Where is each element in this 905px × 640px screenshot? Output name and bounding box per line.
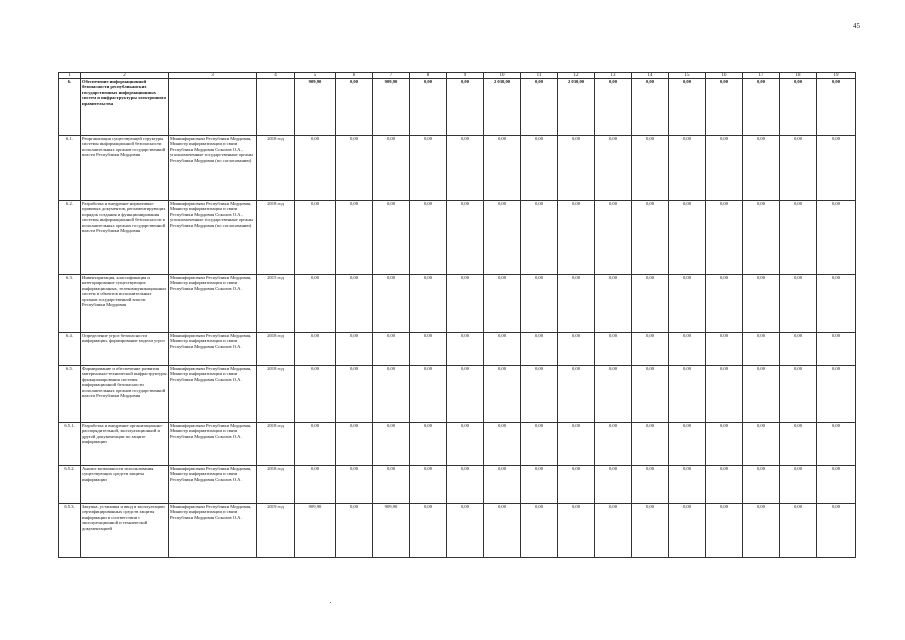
executor-cell: Мининформсвязи Республики Мордовия, Министр информатизации и связи Республики Мордовия Соколов О.А. [169, 333, 257, 366]
amount-cell: 909,90 [373, 504, 410, 558]
column-number-cell: 10 [484, 73, 521, 79]
column-number-cell: 4 [257, 73, 295, 79]
amount-cell: 0,00 [817, 466, 856, 504]
amount-cell: 0,00 [817, 136, 856, 201]
amount-cell: 0,00 [484, 466, 521, 504]
amount-cell: 0,00 [669, 275, 706, 333]
amount-cell: 0,00 [780, 275, 817, 333]
amount-cell: 0,00 [447, 423, 484, 466]
amount-cell: 0,00 [595, 466, 632, 504]
row-number-cell: 6.5.3. [59, 504, 81, 558]
activity-name-cell: Закупка, установка и ввод в эксплуатацию сертифицированных средств защиты информации в соответствии с эксплуатационной и технической документацией [81, 504, 169, 558]
amount-cell: 0,00 [295, 423, 336, 466]
row-number-cell: 6.4. [59, 333, 81, 366]
amount-cell: 0,00 [410, 366, 447, 423]
amount-cell: 0,00 [521, 333, 558, 366]
deadline-cell: 2015 год [257, 275, 295, 333]
table-row [59, 201, 856, 275]
amount-cell: 0,00 [521, 79, 558, 136]
amount-cell: 0,00 [484, 366, 521, 423]
amount-cell: 0,00 [447, 136, 484, 201]
amount-cell: 0,00 [669, 423, 706, 466]
amount-cell: 0,00 [373, 423, 410, 466]
row-number-cell: 6.2. [59, 201, 81, 275]
amount-cell: 0,00 [558, 333, 595, 366]
amount-cell: 0,00 [669, 366, 706, 423]
amount-cell: 0,00 [780, 136, 817, 201]
amount-cell: 0,00 [447, 504, 484, 558]
deadline-cell: 2018 год [257, 201, 295, 275]
amount-cell: 0,00 [706, 466, 743, 504]
amount-cell: 0,00 [336, 201, 373, 275]
amount-cell: 0,00 [558, 466, 595, 504]
executor-cell: Мининформсвязи Республики Мордовия, Министр информатизации и связи Республики Мордовия Соколов О.А. [169, 366, 257, 423]
amount-cell: 0,00 [743, 423, 780, 466]
column-number-cell: 14 [632, 73, 669, 79]
amount-cell: 0,00 [373, 275, 410, 333]
activity-name-cell: Инвентаризация, классификация и категорирование существующих информационных, телекоммуникационных систем и объектов исполнительных органов государственной власти Республики Мордовия [81, 275, 169, 333]
executor-cell: Мининформсвязи Республики Мордовия, Министр информатизации и связи Республики Мордовия Соколов О.А. [169, 423, 257, 466]
amount-cell: 0,00 [447, 79, 484, 136]
column-number-cell: 8 [410, 73, 447, 79]
column-number-cell: 7 [373, 73, 410, 79]
amount-cell: 0,00 [780, 423, 817, 466]
amount-cell: 0,00 [632, 275, 669, 333]
amount-cell: 0,00 [595, 333, 632, 366]
amount-cell: 0,00 [558, 366, 595, 423]
column-number-cell: 6 [336, 73, 373, 79]
executor-cell: Мининформсвязи Республики Мордовия, Министр информатизации и связи Республики Мордовия Соколов О.А. [169, 275, 257, 333]
amount-cell: 0,00 [295, 201, 336, 275]
amount-cell: 0,00 [780, 466, 817, 504]
column-number-cell: 1 [59, 73, 81, 79]
amount-cell: 0,00 [410, 333, 447, 366]
page-number: 45 [853, 22, 860, 30]
amount-cell: 0,00 [521, 201, 558, 275]
executor-cell: Мининформсвязи Республики Мордовия, Министр информатизации и связи Республики Мордовия Соколов О.А., уполномоченные государственные органы Республики Мордовия (по согласованию) [169, 201, 257, 275]
row-number-cell: 6.5.1. [59, 423, 81, 466]
amount-cell: 0,00 [817, 423, 856, 466]
amount-cell: 0,00 [484, 201, 521, 275]
column-number-cell: 2 [81, 73, 169, 79]
table-row [59, 423, 856, 466]
amount-cell: 0,00 [743, 79, 780, 136]
amount-cell: 0,00 [410, 466, 447, 504]
executor-cell [169, 79, 257, 136]
amount-cell: 0,00 [295, 275, 336, 333]
amount-cell: 0,00 [558, 423, 595, 466]
table-row [59, 366, 856, 423]
amount-cell: 0,00 [669, 79, 706, 136]
amount-cell: 0,00 [780, 201, 817, 275]
amount-cell: 0,00 [669, 466, 706, 504]
amount-cell: 0,00 [706, 201, 743, 275]
amount-cell: 909,90 [295, 504, 336, 558]
amount-cell: 0,00 [484, 504, 521, 558]
table-row [59, 136, 856, 201]
amount-cell: 0,00 [558, 136, 595, 201]
amount-cell: 0,00 [447, 275, 484, 333]
amount-cell: 0,00 [521, 466, 558, 504]
deadline-cell: 2019 год [257, 504, 295, 558]
amount-cell: 0,00 [817, 504, 856, 558]
table-row [59, 504, 856, 558]
activity-name-cell: Реорганизация существующей структуры системы информационной безопасности исполнительных органов государственной власти Республики Мордовия [81, 136, 169, 201]
amount-cell: 0,00 [484, 333, 521, 366]
amount-cell: 0,00 [447, 466, 484, 504]
amount-cell: 0,00 [706, 275, 743, 333]
amount-cell: 0,00 [410, 201, 447, 275]
amount-cell: 0,00 [410, 79, 447, 136]
amount-cell: 0,00 [484, 136, 521, 201]
amount-cell: 0,00 [632, 423, 669, 466]
activity-name-cell: Разработка и внедрение организационно-распорядительной, эксплуатационной и другой документации по защите информации [81, 423, 169, 466]
activity-name-cell: Формирование и обеспечение развития материально-технической инфраструктуры функционирования системы информационной безопасности исполнительных органов государственной власти Республики Мордовия [81, 366, 169, 423]
activity-name-cell: Определение угроз безопасности информации, формирование модели угроз [81, 333, 169, 366]
deadline-cell: 2018 год [257, 423, 295, 466]
amount-cell: 2 030,00 [558, 79, 595, 136]
amount-cell: 0,00 [743, 366, 780, 423]
column-number-cell: 5 [295, 73, 336, 79]
amount-cell: 0,00 [521, 366, 558, 423]
activity-name-cell: Обеспечение информационной безопасности республиканских государственных информационных систем и инфраструктуры электронного правительства [81, 79, 169, 136]
table-row [59, 275, 856, 333]
amount-cell: 0,00 [558, 201, 595, 275]
table-row [59, 333, 856, 366]
amount-cell: 0,00 [632, 333, 669, 366]
activity-name-cell: Анализ возможности использования существующих средств защиты информации [81, 466, 169, 504]
column-number-cell: 17 [743, 73, 780, 79]
amount-cell: 0,00 [595, 79, 632, 136]
amount-cell: 0,00 [632, 136, 669, 201]
amount-cell: 0,00 [521, 504, 558, 558]
amount-cell: 0,00 [336, 466, 373, 504]
deadline-cell: 2018 год [257, 136, 295, 201]
amount-cell: 0,00 [373, 136, 410, 201]
amount-cell: 0,00 [632, 366, 669, 423]
amount-cell: 0,00 [780, 333, 817, 366]
scan-speck [330, 602, 331, 603]
amount-cell: 0,00 [410, 275, 447, 333]
executor-cell: Мининформсвязи Республики Мордовия, Министр информатизации и связи Республики Мордовия Соколов О.А. [169, 504, 257, 558]
amount-cell: 0,00 [817, 201, 856, 275]
amount-cell: 0,00 [595, 136, 632, 201]
amount-cell: 0,00 [484, 275, 521, 333]
amount-cell: 0,00 [410, 423, 447, 466]
row-number-cell: 6.5.2. [59, 466, 81, 504]
amount-cell: 0,00 [632, 504, 669, 558]
amount-cell: 0,00 [558, 504, 595, 558]
amount-cell: 0,00 [373, 466, 410, 504]
amount-cell: 0,00 [336, 275, 373, 333]
table-row [59, 466, 856, 504]
row-number-cell: 6. [59, 79, 81, 136]
amount-cell: 0,00 [743, 275, 780, 333]
amount-cell: 0,00 [521, 136, 558, 201]
amount-cell: 909,90 [373, 79, 410, 136]
column-number-cell: 13 [595, 73, 632, 79]
amount-cell: 909,90 [295, 79, 336, 136]
column-number-cell: 11 [521, 73, 558, 79]
amount-cell: 0,00 [558, 275, 595, 333]
amount-cell: 0,00 [521, 423, 558, 466]
row-number-cell: 6.3. [59, 275, 81, 333]
executor-cell: Мининформсвязи Республики Мордовия, Министр информатизации и связи Республики Мордовия Соколов О.А., уполномоченные государственные органы Республики Мордовия (по согласованию) [169, 136, 257, 201]
row-number-cell: 6.5. [59, 366, 81, 423]
amount-cell: 2 030,00 [484, 79, 521, 136]
amount-cell: 0,00 [336, 333, 373, 366]
amount-cell: 0,00 [447, 366, 484, 423]
amount-cell: 0,00 [447, 201, 484, 275]
amount-cell: 0,00 [373, 333, 410, 366]
amount-cell: 0,00 [669, 504, 706, 558]
column-number-cell: 19 [817, 73, 856, 79]
amount-cell: 0,00 [780, 366, 817, 423]
amount-cell: 0,00 [743, 466, 780, 504]
amount-cell: 0,00 [817, 366, 856, 423]
amount-cell: 0,00 [410, 504, 447, 558]
amount-cell: 0,00 [669, 201, 706, 275]
amount-cell: 0,00 [817, 333, 856, 366]
deadline-cell: 2018 год [257, 466, 295, 504]
amount-cell: 0,00 [780, 504, 817, 558]
amount-cell: 0,00 [295, 333, 336, 366]
amount-cell: 0,00 [780, 79, 817, 136]
column-number-cell: 9 [447, 73, 484, 79]
amount-cell: 0,00 [595, 201, 632, 275]
column-number-cell: 12 [558, 73, 595, 79]
amount-cell: 0,00 [669, 333, 706, 366]
column-number-cell: 15 [669, 73, 706, 79]
amount-cell: 0,00 [743, 201, 780, 275]
amount-cell: 0,00 [669, 136, 706, 201]
amount-cell: 0,00 [706, 136, 743, 201]
amount-cell: 0,00 [817, 275, 856, 333]
program-activities-table [58, 72, 856, 558]
amount-cell: 0,00 [336, 366, 373, 423]
amount-cell: 0,00 [521, 275, 558, 333]
amount-cell: 0,00 [632, 201, 669, 275]
amount-cell: 0,00 [706, 504, 743, 558]
executor-cell: Мининформсвязи Республики Мордовия, Министр информатизации и связи Республики Мордовия Соколов О.А. [169, 466, 257, 504]
amount-cell: 0,00 [410, 136, 447, 201]
amount-cell: 0,00 [706, 366, 743, 423]
amount-cell: 0,00 [706, 79, 743, 136]
amount-cell: 0,00 [632, 466, 669, 504]
amount-cell: 0,00 [295, 466, 336, 504]
amount-cell: 0,00 [706, 333, 743, 366]
deadline-cell [257, 79, 295, 136]
column-number-cell: 18 [780, 73, 817, 79]
amount-cell: 0,00 [373, 201, 410, 275]
amount-cell: 0,00 [336, 136, 373, 201]
amount-cell: 0,00 [743, 504, 780, 558]
amount-cell: 0,00 [743, 136, 780, 201]
deadline-cell: 2018 год [257, 333, 295, 366]
amount-cell: 0,00 [817, 79, 856, 136]
amount-cell: 0,00 [336, 423, 373, 466]
amount-cell: 0,00 [595, 423, 632, 466]
amount-cell: 0,00 [295, 366, 336, 423]
amount-cell: 0,00 [743, 333, 780, 366]
amount-cell: 0,00 [336, 79, 373, 136]
table-row [59, 79, 856, 136]
row-number-cell: 6.1. [59, 136, 81, 201]
amount-cell: 0,00 [336, 504, 373, 558]
amount-cell: 0,00 [706, 423, 743, 466]
column-number-cell: 16 [706, 73, 743, 79]
amount-cell: 0,00 [484, 423, 521, 466]
deadline-cell: 2018 год [257, 366, 295, 423]
activity-name-cell: Разработка и внедрение нормативно-правовых документов, регламентирующих порядок создания и функционирования системы информационной безопасности в исполнительных органах государственной власти Республики Мордовия [81, 201, 169, 275]
amount-cell: 0,00 [595, 504, 632, 558]
amount-cell: 0,00 [447, 333, 484, 366]
amount-cell: 0,00 [595, 275, 632, 333]
amount-cell: 0,00 [595, 366, 632, 423]
amount-cell: 0,00 [373, 366, 410, 423]
amount-cell: 0,00 [295, 136, 336, 201]
column-number-cell: 3 [169, 73, 257, 79]
amount-cell: 0,00 [632, 79, 669, 136]
